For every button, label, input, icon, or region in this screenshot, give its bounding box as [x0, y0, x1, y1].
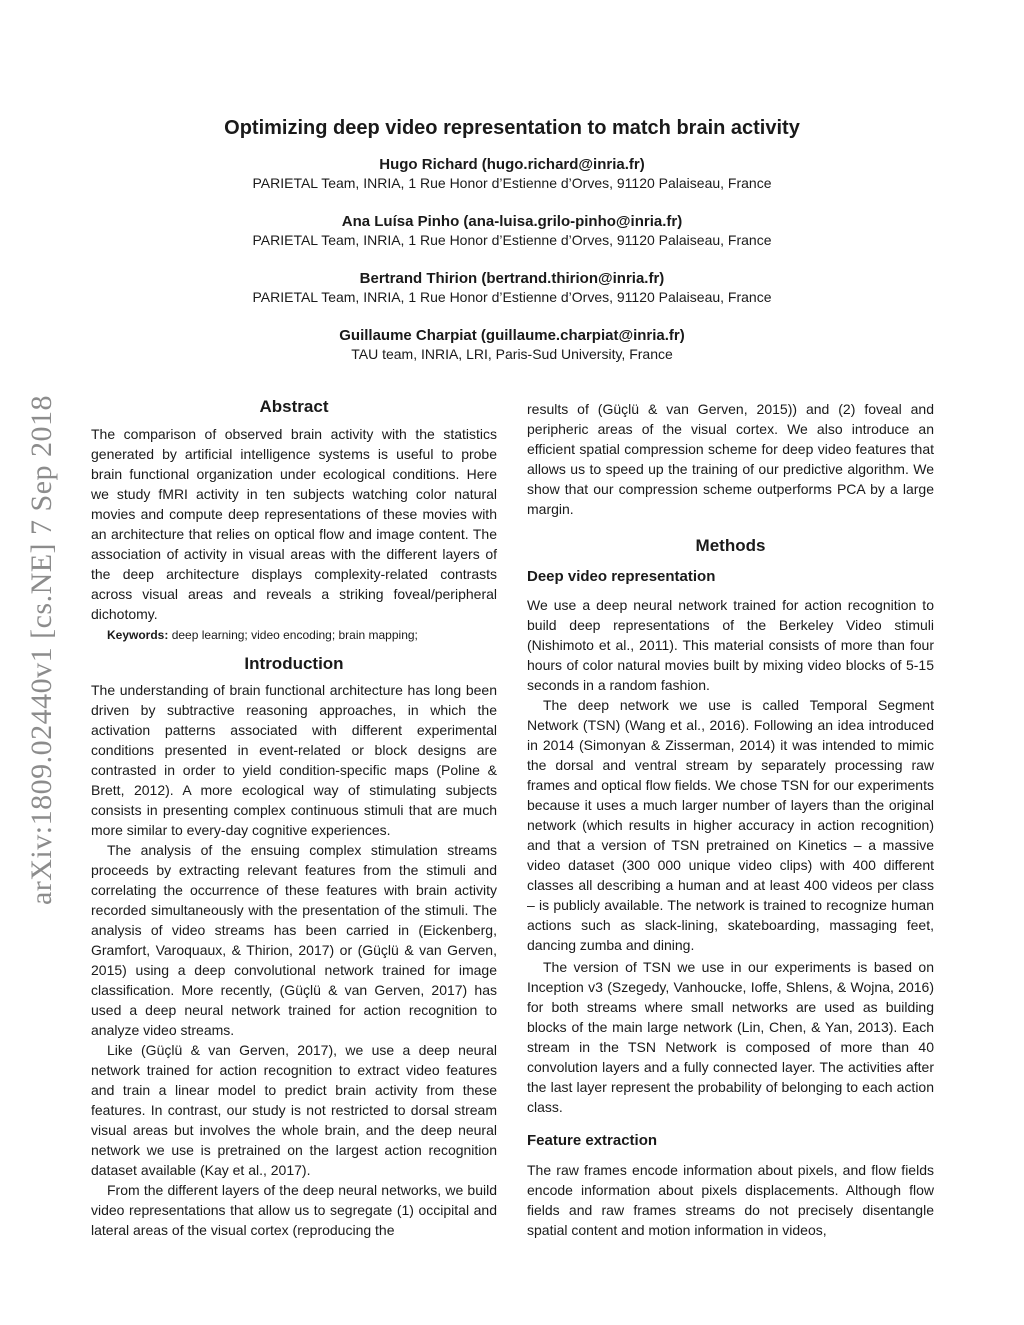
deep-video-paragraph-1: We use a deep neural network trained for action recognition to build deep representations of the Berkeley Video stimuli (Nishimoto et al., 2011). This material consists of more than four hours of color natural movies built by mixing video blocks of 5-15 seconds in a random fashion.	[527, 597, 934, 693]
abstract-text: The comparison of observed brain activity with the statistics generated by artificial intelligence systems is useful to probe brain functional organization under ecological conditions. Here we study fMRI activity in ten subjects watching color natural movies and compute deep representations of these movies with an architecture that relies on optical flow and image content. The association of activity in visual areas with the different layers of the deep architecture displays complexity-related contrasts across visual areas and reveals a striking foveal/peripheral dichotomy.	[91, 426, 497, 622]
intro-paragraph-3: Like (Güçlü & van Gerven, 2017), we use a deep neural network trained for action recognition to extract video features and train a linear model to predict brain activity from these features. In contrast, our study is not restricted to dorsal stream visual areas but involves the whole brain, and the deep neural network we use is pretrained on the largest action recognition dataset available (Kay et al., 2017).	[91, 1042, 497, 1178]
author-name: Bertrand Thirion (bertrand.thirion@inria.fr)	[359, 270, 665, 287]
author-affiliation: PARIETAL Team, INRIA, 1 Rue Honor d’Estienne d’Orves, 91120 Palaiseau, France	[252, 232, 772, 248]
keywords-list: deep learning; video encoding; brain mapping;	[171, 628, 418, 642]
author-affiliation: TAU team, INRIA, LRI, Paris-Sud University, France	[351, 346, 673, 362]
arxiv-stamp[interactable]: arXiv:1809.02440v1 [cs.NE] 7 Sep 2018	[25, 394, 58, 906]
feature-extraction-paragraph-1: The raw frames encode information about pixels, and flow fields encode information about pixels displacements. Although flow fields and raw frames streams do not precisely disentangle spatial content and motion information in videos,	[527, 1162, 934, 1238]
author-affiliation: PARIETAL Team, INRIA, 1 Rue Honor d’Estienne d’Orves, 91120 Palaiseau, France	[252, 175, 772, 191]
author-4	[0, 326, 1024, 364]
introduction-heading: Introduction	[244, 654, 344, 673]
author-1	[0, 155, 1024, 193]
deep-video-paragraph-3: The version of TSN we use in our experiments is based on Inception v3 (Szegedy, Vanhoucke, Ioffe, Shlens, & Wojna, 2016) for both streams where small networks are used as building blocks of the main large network (Lin, Chen, & Yan, 2013). Each stream in the TSN Network is composed of more than 40 convolution layers and a fully connected layer. The activities after the last layer represent the probability of belonging to each action class.	[527, 959, 934, 1115]
author-affiliation: PARIETAL Team, INRIA, 1 Rue Honor d’Estienne d’Orves, 91120 Palaiseau, France	[252, 289, 772, 305]
paper-title: Optimizing deep video representation to match brain activity	[224, 117, 800, 139]
intro-paragraph-2: The analysis of the ensuing complex stimulation streams proceeds by extracting relevant features from the stimuli and correlating the occurrence of these features with brain activity recorded simultaneously with the presentation of the stimuli. The analysis of video streams has been carried in (Eickenberg, Gramfort, Varoquaux, & Thirion, 2017) or (Güçlü & van Gerven, 2015) using a deep convolutional network trained for image classification. More recently, (Güçlü & van Gerven, 2017) has used a deep neural network trained for action recognition to analyze video streams.	[91, 842, 497, 1038]
author-3	[0, 269, 1024, 307]
deep-video-paragraph-2: The deep network we use is called Temporal Segment Network (TSN) (Wang et al., 2016). Following an idea introduced in 2014 (Simonyan & Zisserman, 2014) it was intended to mimic the dorsal and ventral stream by separately processing raw frames and optical flow fields. We chose TSN for our experiments because it uses a much larger number of layers than the original network (which results in higher accuracy in action recognition) and that a version of TSN pretrained on Kinetics – a massive video dataset (300 000 unique video clips) with 400 different classes all describing a human and at least 400 videos per class – is publicly available. The network is trained to recognize human actions such as slack-lining, skateboarding, massaging feet, dancing zumba and dining.	[527, 697, 934, 953]
feature-extraction-heading: Feature extraction	[527, 1132, 658, 1149]
abstract-heading: Abstract	[259, 397, 329, 416]
keywords	[107, 627, 497, 643]
deep-video-heading: Deep video representation	[527, 568, 716, 585]
methods-heading: Methods	[695, 536, 766, 555]
intro-continued: results of (Güçlü & van Gerven, 2015)) and (2) foveal and peripheric areas of the visual cortex. We also introduce an efficient spatial compression scheme for deep video features that allows us to speed up the training of our predictive algorithm. We show that our compression scheme outperforms PCA by a large margin.	[527, 401, 934, 517]
intro-paragraph-4: From the different layers of the deep neural networks, we build video representations that allow us to segregate (1) occipital and lateral areas of the visual cortex (reproducing the	[91, 1182, 497, 1238]
author-name: Guillaume Charpiat (guillaume.charpiat@inria.fr)	[339, 327, 685, 344]
author-name: Hugo Richard (hugo.richard@inria.fr)	[379, 156, 645, 173]
author-2	[0, 212, 1024, 250]
keywords-label: Keywords:	[107, 628, 169, 642]
author-name: Ana Luísa Pinho (ana-luisa.grilo-pinho@inria.fr)	[341, 213, 683, 230]
intro-paragraph-1: The understanding of brain functional architecture has long been driven by subtractive reasoning approaches, in which the activation patterns associated with different experimental conditions presented in event-related or block designs are contrasted in order to yield condition-specific maps (Poline & Brett, 2012). A more ecological way of stimulating subjects consists in presenting complex continuous stimuli that are much more similar to every-day cognitive experiences.	[91, 682, 497, 838]
